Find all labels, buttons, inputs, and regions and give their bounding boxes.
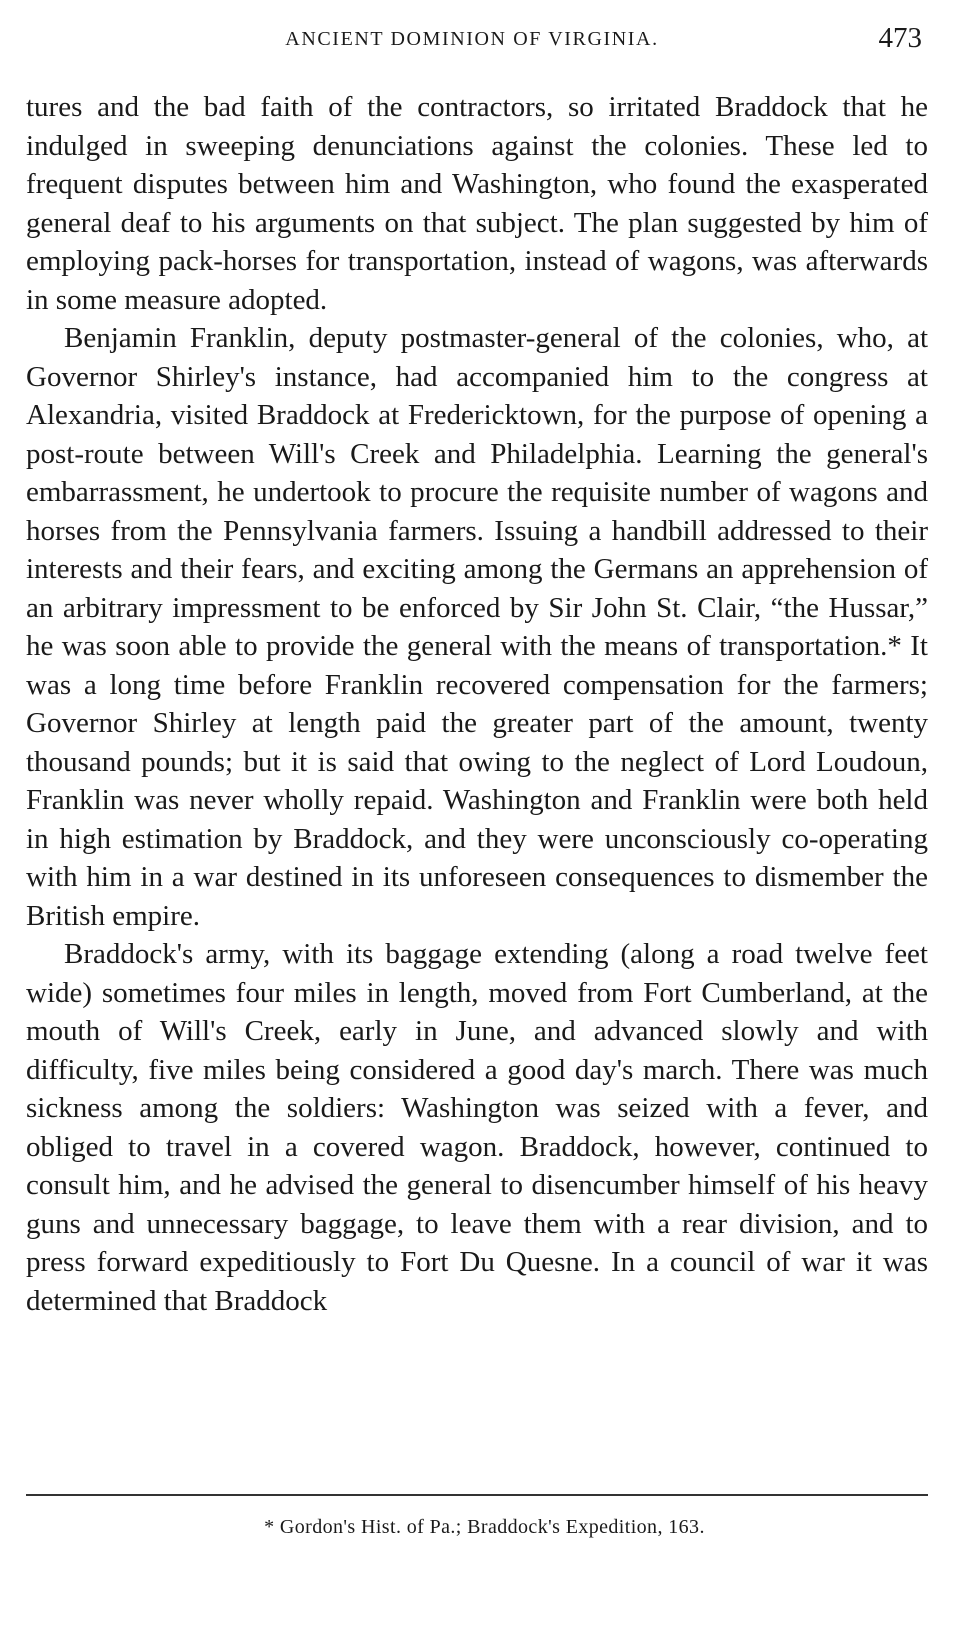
paragraph-3: Braddock's army, with its baggage extending (along a road twelve feet wide) sometimes four miles in length, moved from Fort Cumberland, at the mouth of Will's Creek, early in June, and advanced slowly and with difficulty, five miles being considered a good day's march. There was much sickness among the soldiers: Washington was seized with a fever, and obliged to travel in a covered wagon. Braddock, however, continued to consult him, and he advised the general to disencumber himself of his heavy guns and unnecessary baggage, to leave them with a rear division, and to press forward expeditiously to Fort Du Quesne. In a council of war it was determined that Braddock (26, 938, 928, 1317)
page-number: 473 (878, 22, 922, 54)
paragraph-2: Benjamin Franklin, deputy postmaster-general of the colonies, who, at Governor Shirley's instance, had accompanied him to the congress at Alexandria, visited Braddock at Fredericktown, for the purpose of opening a post-route between Will's Creek and Philadelphia. Learning the general's embarrassment, he undertook to procure the requisite number of wagons and horses from the Pennsylvania farmers. Issuing a handbill addressed to their interests and their fears, and exciting among the Germans an apprehension of an arbitrary impressment to be enforced by Sir John St. Clair, “the Hussar,” he was soon able to provide the general with the means of transportation.* It was a long time before Franklin recovered compensation for the farmers; Governor Shirley at length paid the greater part of the amount, twenty thousand pounds; but it is said that owing to the neglect of Lord Loudoun, Franklin was never wholly repaid. Washington and Franklin were both held in high estimation by Braddock, and they were unconsciously co-operating with him in a war destined in its unforeseen consequences to dismember the British empire. (26, 322, 928, 932)
running-title: ANCIENT DOMINION OF VIRGINIA. (285, 28, 659, 50)
running-head (22, 22, 922, 52)
footnote-divider (26, 1494, 928, 1496)
paragraph-1: tures and the bad faith of the contractors, so irritated Braddock that he indulged in sweeping denunciations against the colonies. These led to frequent disputes between him and Washington, who found the exasperated general deaf to his arguments on that subject. The plan suggested by him of employing pack-horses for transportation, instead of wagons, was afterwards in some measure adopted. (26, 91, 928, 316)
footnote: * Gordon's Hist. of Pa.; Braddock's Expedition, 163. (264, 1516, 705, 1538)
body-text (26, 88, 928, 1320)
